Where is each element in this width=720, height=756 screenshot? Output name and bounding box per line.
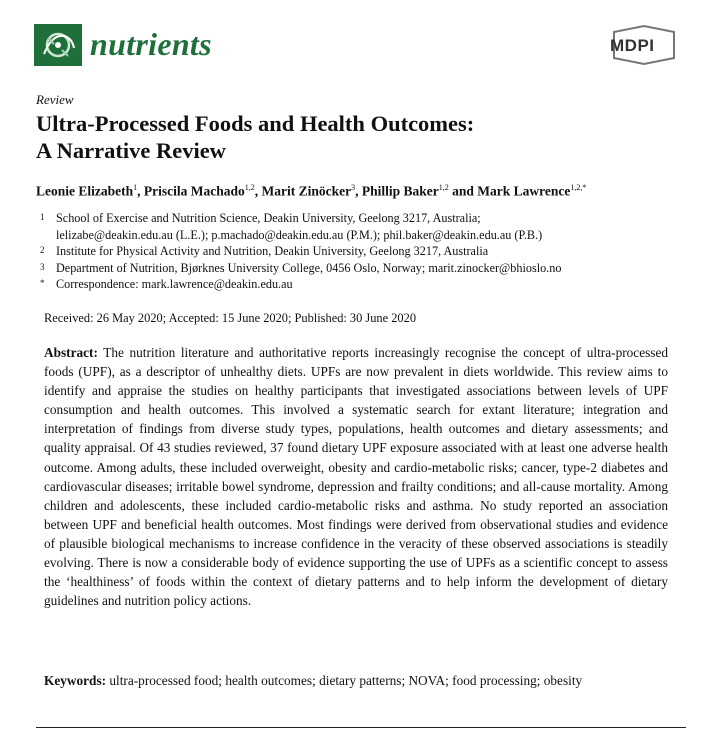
journal-header: [34, 24, 680, 74]
abstract: [44, 343, 668, 610]
author-list: Leonie Elizabeth$^1$, Priscila Machado$^{1,2}$, Marit Zinöcker$^3$, Phillip Baker$^{1,2}$ and Mark Lawrence$^{1,2,*}$: [36, 183, 587, 199]
author-name: Leonie Elizabeth: [36, 183, 134, 199]
divider: [36, 727, 686, 728]
journal-name: nutrients: [90, 26, 212, 62]
author-affil: 3: [351, 183, 356, 192]
abstract-label: Abstract:: [44, 345, 98, 360]
article-type: Review: [36, 92, 74, 107]
author-affil: 1,2: [244, 183, 255, 192]
keywords-label: Keywords:: [44, 673, 107, 688]
author-affil: 1,2: [438, 183, 449, 192]
publisher-name: MDPI: [610, 36, 655, 55]
author-affil: 1: [133, 183, 138, 192]
author-affil: 1,2,*: [570, 183, 587, 192]
correspondence: * Correspondence: mark.lawrence@deakin.edu.au: [40, 277, 293, 291]
title-line: A Narrative Review: [36, 138, 226, 163]
author-name: Mark Lawrence: [477, 183, 571, 199]
affiliation-item: 2 Institute for Physical Activity and Nutrition, Deakin University, Geelong 3217, Australia: [40, 244, 489, 258]
keywords: [44, 671, 668, 690]
author-name: Marit Zinöcker: [261, 183, 352, 199]
journal-logo-icon: [34, 24, 82, 66]
publisher-logo: [608, 24, 680, 66]
title-line: Ultra-Processed Foods and Health Outcomes:: [36, 111, 475, 136]
affiliation-item: 3 Department of Nutrition, Bjørknes University College, 0456 Oslo, Norway; marit.zinocker@bhioslo.no: [40, 260, 562, 275]
keywords-text: ultra-processed food; health outcomes; dietary patterns; NOVA; food processing; obesity: [109, 673, 583, 688]
affiliation-item: 1 School of Exercise and Nutrition Science, Deakin University, Geelong 3217, Australia; lelizabe@deakin.edu.au (L.E.); p.machado@deakin.edu.au (P.M.); phil.baker@deakin.edu.au (P.B.): [40, 211, 543, 242]
author-name: Priscila Machado: [143, 183, 245, 199]
article-title: [36, 110, 656, 164]
publication-dates: Received: 26 May 2020; Accepted: 15 June 2020; Published: 30 June 2020: [44, 311, 417, 325]
author-name: Phillip Baker: [361, 183, 439, 199]
abstract-text: The nutrition literature and authoritative reports increasingly recognise the concept of ultra-processed foods (UPF), as a descriptor of unhealthy diets. UPFs are now prevalent in diets worldwide. This review aims to identify and appraise the studies on healthy participants that investigated associations between levels of UPF consumption and health outcomes. This involved a systematic search for extant literature; integration and interpretation of findings from diverse study types, populations, health outcomes and dietary assessments; and quality appraisal. Of 43 studies reviewed, 37 found dietary UPF exposure associated with at least one adverse health outcome. Among adults, these included overweight, obesity and cardio-metabolic risks; cancer, type-2 diabetes and cardiovascular diseases; irritable bowel syndrome, depression and frailty conditions; and all-cause mortality. Among children and adolescents, these included cardio-metabolic risks and asthma. No study reported an association between UPF and beneficial health outcomes. Most findings were derived from observational studies and evidence of plausible biological mechanisms to increase confidence in the veracity of these observed associations is steadily evolving. There is now a considerable body of evidence supporting the use of UPFs as a scientific concept to assess the ‘healthiness’ of foods within the context of dietary patterns and to help inform the development of dietary guidelines and nutrition policy actions.: [44, 345, 668, 609]
affiliation-list: [36, 210, 676, 293]
